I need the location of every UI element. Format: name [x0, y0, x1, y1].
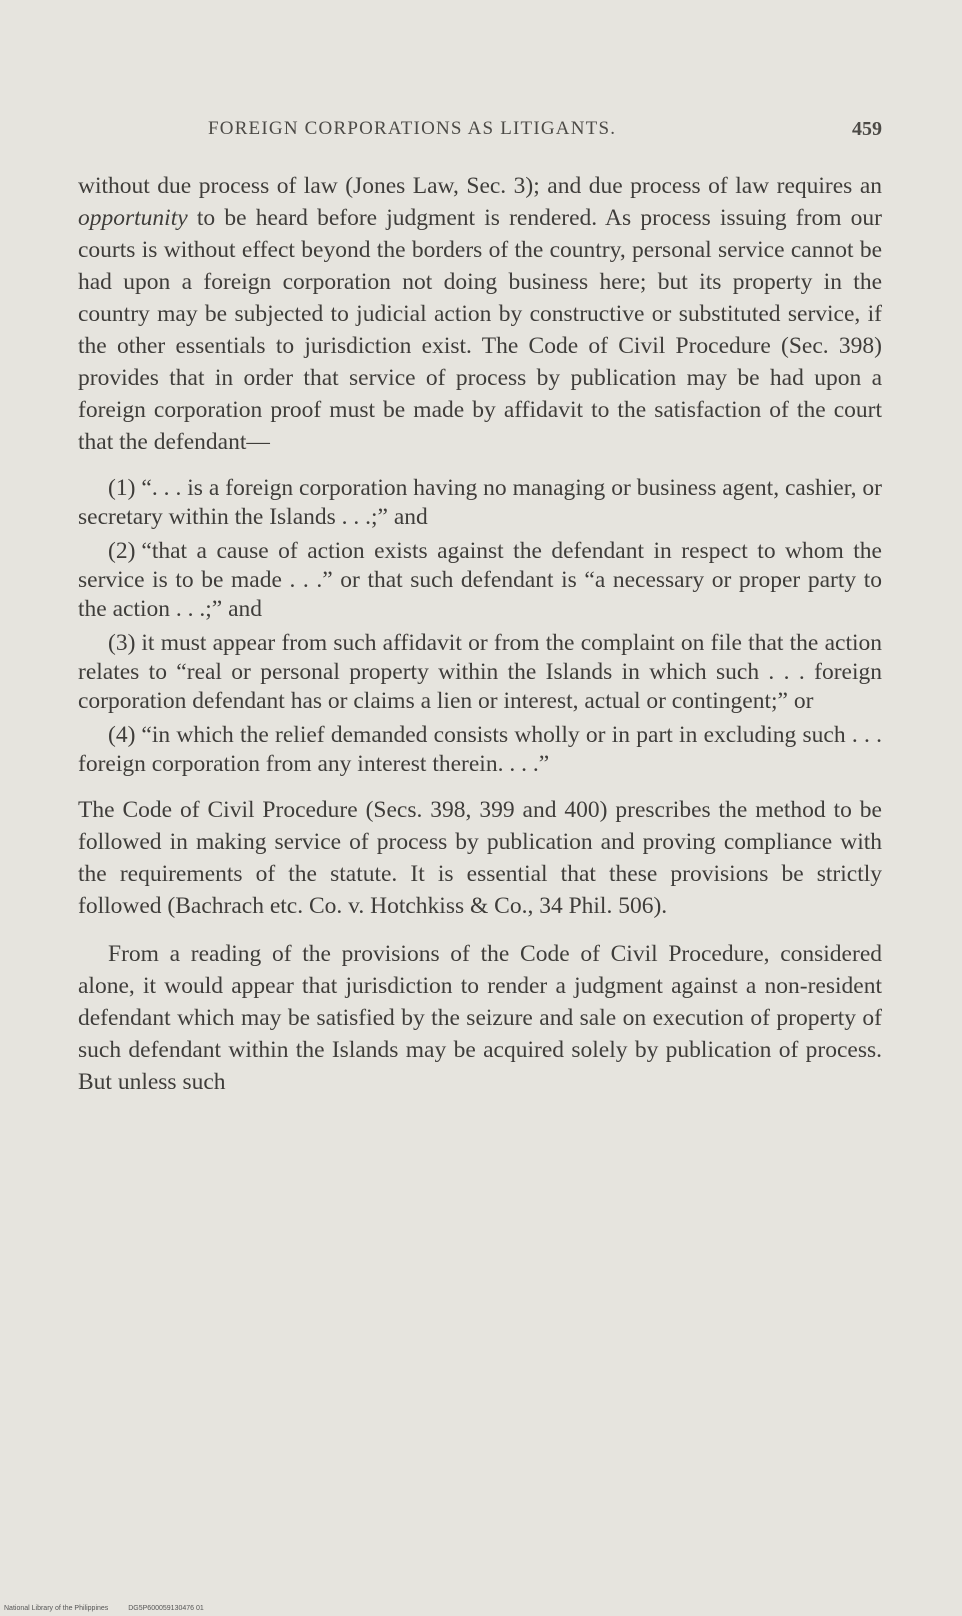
emphasis-opportunity: opportunity — [78, 205, 188, 231]
running-head: FOREIGN CORPORATIONS AS LITIGANTS. — [208, 118, 617, 139]
paragraph-1-start: without due process of law (Jones Law, Sec. 3); and due process of law requires an — [78, 173, 882, 199]
list-item-number: (1) — [108, 475, 136, 501]
list-item-text: “. . . is a foreign corporation having no managing or business agent, cashier, or secretary within the Islands . . .;” and — [78, 475, 882, 530]
scan-code: DG5P600059130476 01 — [128, 1605, 204, 1612]
requirements-list — [78, 474, 882, 779]
scan-footer — [4, 1605, 222, 1612]
list-item-text: “in which the relief demanded consists wholly or in part in excluding such . . . foreign corporation from any interest therein. . . .” — [78, 722, 882, 777]
list-item-text: “that a cause of action exists against the defendant in respect to whom the service is to be made . . .” or that such defendant is “a necessary or proper party to the action . . .;” and — [78, 538, 882, 622]
list-item — [78, 474, 882, 532]
paragraph-3: From a reading of the provisions of the Code of Civil Procedure, considered alone, it would appear that jurisdiction to render a judgment against a non-resident defendant which may be satisfied by the seizure and sale on execution of property of such defendant within the Islands may be acquired solely by publication of process. But unless such — [78, 941, 882, 1095]
paragraph-1 — [78, 170, 882, 458]
paragraph-2: The Code of Civil Procedure (Secs. 398, 399 and 400) prescribes the method to be followed in making service of process by publication and proving compliance with the requirements of the statute. It is essential that these provisions be strictly followed (Bachrach etc. Co. v. Hotchkiss & Co., 34 Phil. 506). — [78, 797, 882, 919]
list-item — [78, 721, 882, 779]
list-item-number: (4) — [108, 722, 136, 748]
paragraph-1-end: to be heard before judgment is rendered. As process issuing from our courts is without effect beyond the borders of the country, personal service cannot be had upon a foreign corporation not doing business here; but its property in the country may be subjected to judicial action by constructive or substituted service, if the other essentials to jurisdiction exist. The Code of Civil Procedure (Sec. 398) provides that in order that service of process by publication may be had upon a foreign corporation proof must be made by affidavit to the satisfaction of the court that the defendant— — [78, 205, 882, 455]
list-item — [78, 629, 882, 716]
list-item-number: (3) — [108, 630, 136, 656]
list-item-text: it must appear from such affidavit or from the complaint on file that the action relates to “real or personal property within the Islands in which such . . . foreign corporation defendant has or claims a lien or interest, actual or contingent;” or — [78, 630, 882, 714]
library-credit: National Library of the Philippines — [4, 1605, 109, 1612]
list-item — [78, 537, 882, 624]
page-header — [78, 118, 882, 148]
list-item-number: (2) — [108, 538, 136, 564]
page-number: 459 — [852, 118, 882, 140]
page-body — [78, 170, 882, 1098]
